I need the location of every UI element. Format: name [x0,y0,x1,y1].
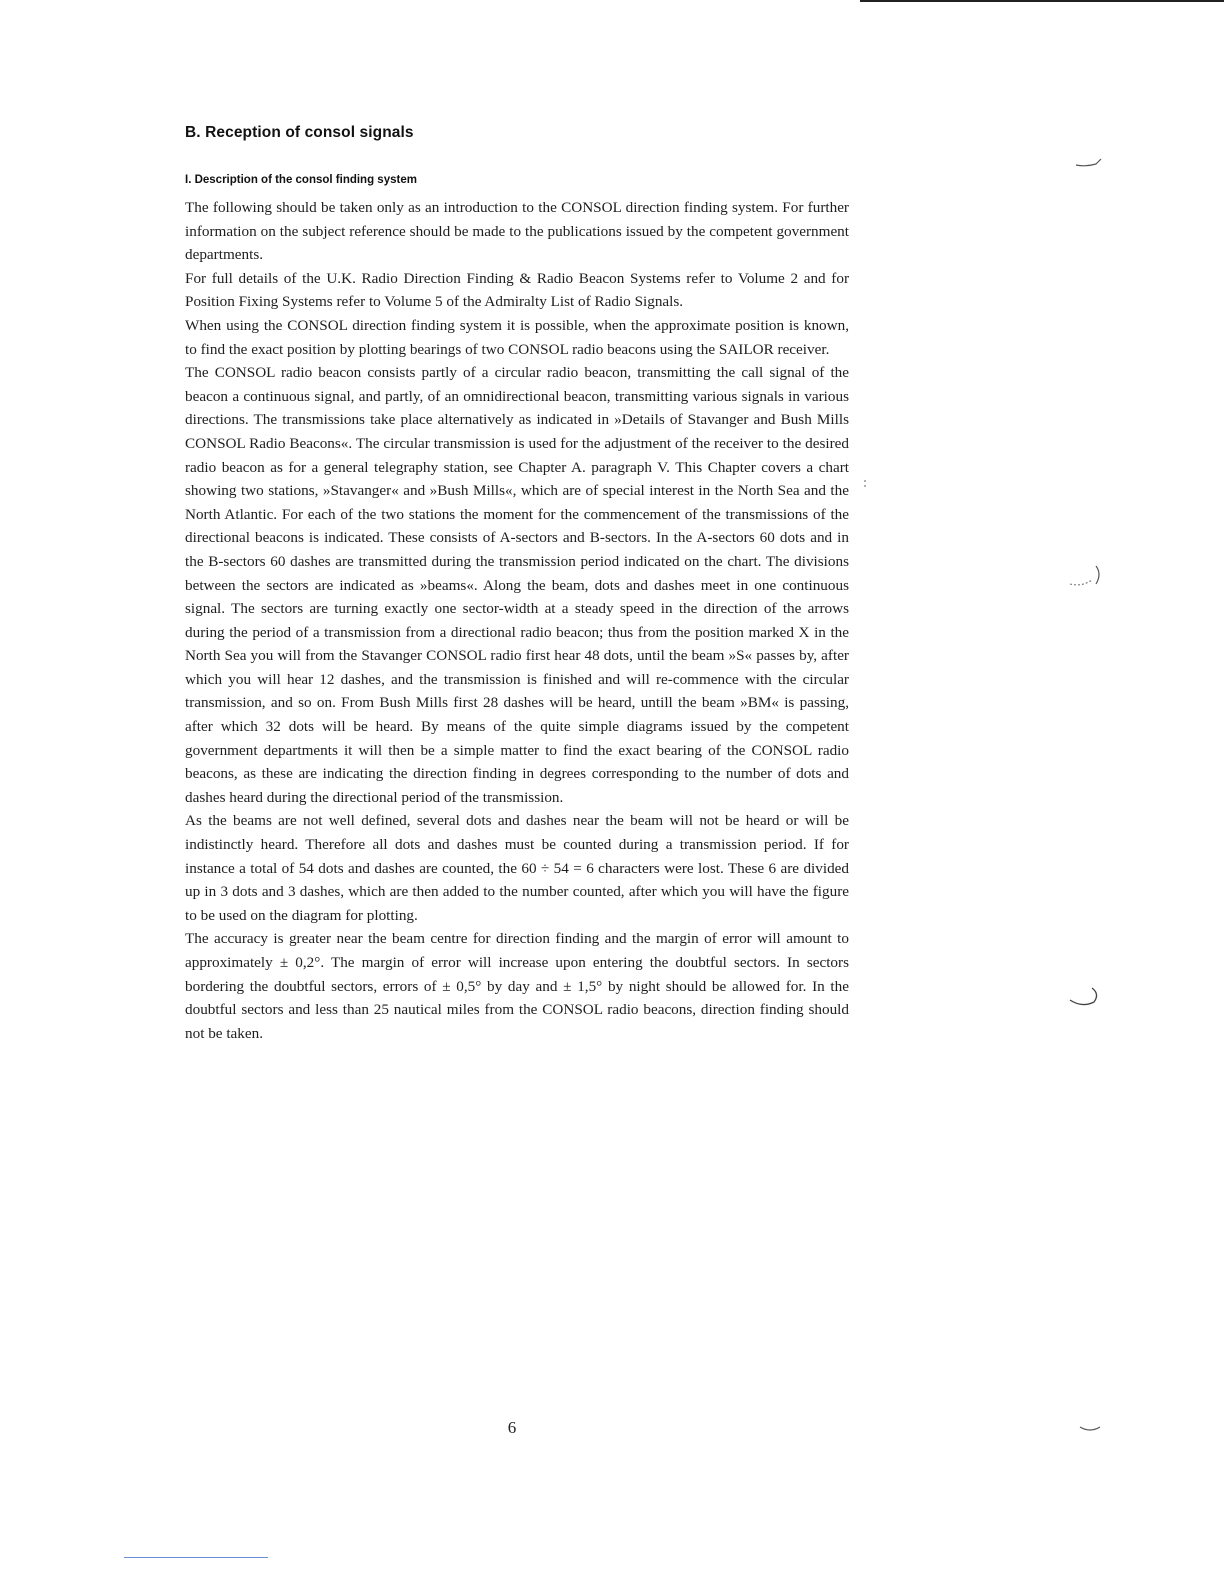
subsection-title: I. Description of the consol finding system [185,174,417,186]
paragraph-position-fixing: When using the CONSOL direction finding system it is possible, when the approximate position is known, to find the exact position by plotting bearings of two CONSOL radio beacons using the SAILOR receiver. [185,316,849,358]
scan-mark-icon [1068,984,1108,1014]
section-title: B. Reception of consol signals [185,124,414,141]
paragraph-beam-definition: As the beams are not well defined, several dots and dashes near the beam will not be heard or will be indistinctly heard. Therefore all dots and dashes must be counted during a transmission period. If for instance a total of 54 dots and dashes are counted, the 60 ÷ 54 = 6 characters were lost. These 6 are divided up in 3 dots and 3 dashes, which are then added to the number counted, after which you will have the figure to be used on the diagram for plotting. [185,812,849,924]
paragraph-accuracy: The accuracy is greater near the beam centre for direction finding and the margin of error will amount to approximately ± 0,2°. The margin of error will increase upon entering the doubtful sectors. In sectors bordering the doubtful sectors, errors of ± 0,5° by day and ± 1,5° by night should be allowed for. In the doubtful sectors and less than 25 nautical miles from the CONSOL radio beacons, direction finding should not be taken. [185,930,849,1042]
paragraph-beacon-description: The CONSOL radio beacon consists partly of a circular radio beacon, transmitting the call signal of the beacon a continuous signal, and partly, of an omnidirectional beacon, transmitting various signals in various directions. The transmissions take place alternatively as indicated in »Details of Stavanger and Bush Mills CONSOL Radio Beacons«. The circular transmission is used for the adjustment of the receiver to the desired radio beacon as for a general telegraphy station, see Chapter A. paragraph V. This Chapter covers a chart showing two stations, »Stavanger« and »Bush Mills«, which are of special interest in the North Sea and the North Atlantic. For each of the two stations the moment for the commencement of the transmissions of the directional beacons is indicated. These consists of A-sectors and B-sectors. In the A-sectors 60 dots and in the B-sectors 60 dashes are transmitted during the transmission period indicated on the chart. The divisions between the sectors are indicated as »beams«. Along the beam, dots and dashes meet in one continuous signal. The sectors are turning exactly one sector-width at a steady speed in the direction of the arrows during the period of a transmission from a directional radio beacon; thus from the position marked X in the North Sea you will from the Stavanger CONSOL radio first hear 48 dots, until the beam »S« passes by, after which you will hear 12 dashes, and the transmission is finished and will re-commence with the circular transmission, and so on. From Bush Mills first 28 dashes will be heard, untill the beam »BM« is passing, after which 32 dots will be heard. By means of the quite simple diagrams issued by the competent government departments it will then be a simple matter to find the exact bearing of the CONSOL radio beacons, as these are indicating the direction finding in degrees corresponding to the number of dots and dashes heard during the directional period of the transmission. [185,364,849,806]
scan-mark-icon [1078,1424,1104,1436]
top-rule [860,0,1224,2]
paragraph-admiralty-reference: For full details of the U.K. Radio Direction Finding & Radio Beacon Systems refer to Volume 2 and for Position Fixing Systems refer to Volume 5 of the Admiralty List of Radio Signals. [185,269,849,311]
scan-mark-icon [862,478,870,490]
page-number: 6 [507,1418,517,1437]
paragraph-introduction: The following should be taken only as an introduction to the CONSOL direction finding system. For further information on the subject reference should be made to the publications issued by the competent government departments. [185,199,849,264]
scan-mark-icon [1074,156,1104,170]
body-text [185,196,849,1045]
scan-mark-icon [1068,562,1108,592]
bottom-rule [124,1557,268,1558]
